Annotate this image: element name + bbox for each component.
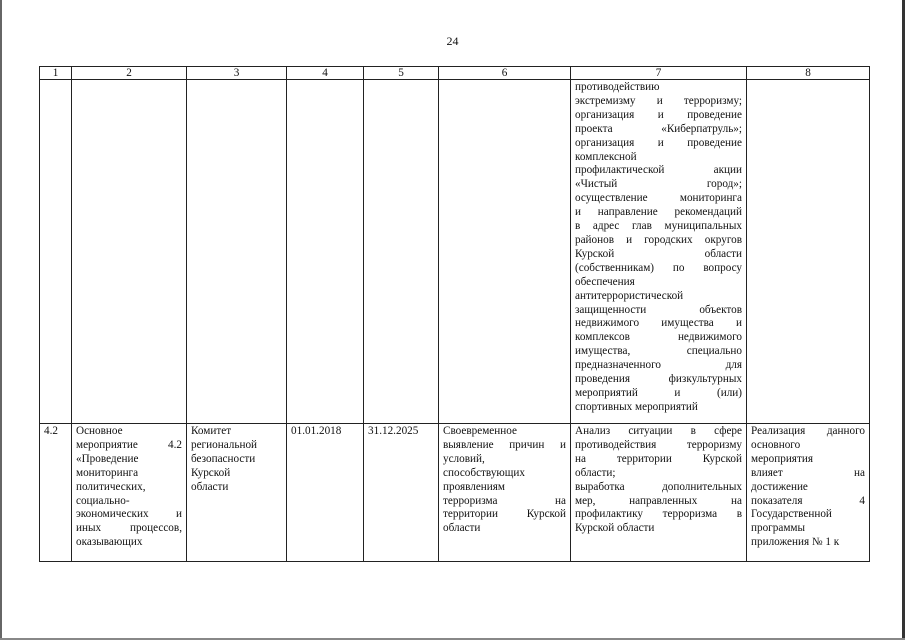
cell-line: «Чистый город»;: [575, 178, 742, 191]
cell-c8: [747, 80, 870, 424]
cell-line: комплексной: [575, 150, 637, 163]
header-col-2: 2: [72, 67, 187, 80]
cell-line: политических,: [76, 480, 146, 493]
cell-activity-name: [72, 424, 187, 562]
cell-line: организация и проведение: [575, 136, 742, 149]
cell-line: мер, направленных на: [575, 494, 742, 507]
cell-end-date: 31.12.2025: [364, 424, 439, 562]
cell-line: «Проведение: [76, 452, 139, 465]
cell-line: обеспечения: [575, 275, 635, 288]
cell-line: терроризма на: [443, 494, 566, 507]
cell-line: социально-: [76, 494, 130, 507]
header-col-6: 6: [439, 67, 571, 80]
cell-row-number: 4.2: [40, 424, 72, 562]
cell-line: Государственной: [751, 508, 832, 521]
cell-line: достижение: [751, 480, 808, 493]
cell-line: проекта «Киберпатруль»;: [575, 122, 742, 135]
cell-line: на территории Курской: [575, 452, 742, 465]
cell-line: недвижимого имущества и: [575, 317, 742, 330]
header-col-4: 4: [287, 67, 364, 80]
cell-line: Комитет: [191, 425, 232, 437]
header-col-3: 3: [187, 67, 287, 80]
cell-line: мероприятие 4.2: [76, 438, 182, 451]
cell-line: влияет на: [751, 466, 865, 479]
cell-line: показателя 4: [751, 494, 865, 507]
cell-line: спортивных мероприятий: [575, 400, 698, 413]
cell-line: защищенности объектов: [575, 303, 742, 316]
cell-line: приложения № 1 к: [751, 536, 840, 549]
cell-c1: [40, 80, 72, 424]
cell-line: области: [443, 522, 481, 535]
cell-line: основного: [751, 438, 801, 451]
program-table-wrapper: [39, 66, 869, 562]
cell-line: комплексов недвижимого: [575, 331, 742, 344]
cell-line: мониторинга: [76, 466, 139, 479]
cell-line: безопасности: [191, 452, 256, 465]
cell-c7-measures: [571, 80, 747, 424]
cell-line: (собственникам) по вопросу: [575, 261, 742, 274]
cell-line: области;: [575, 466, 616, 479]
cell-line: экономических и: [76, 508, 182, 521]
cell-line: Курской области: [575, 522, 655, 535]
page-number: 24: [446, 34, 459, 48]
cell-c4: [287, 80, 364, 424]
cell-line: имущества, специально: [575, 345, 742, 358]
cell-line: выявление причин и: [443, 438, 566, 451]
cell-measures: [571, 424, 747, 562]
cell-line: проявлениям: [443, 480, 505, 493]
cell-expected-result: [439, 424, 571, 562]
cell-line: программы: [751, 522, 805, 535]
cell-responsible: [187, 424, 287, 562]
cell-line: профилактику терроризма в: [575, 508, 742, 521]
cell-c6: [439, 80, 571, 424]
cell-line: мероприятия: [751, 452, 813, 465]
cell-c3: [187, 80, 287, 424]
table-row-4-2: [40, 424, 870, 562]
cell-line: выработка дополнительных: [575, 480, 742, 493]
cell-line: Своевременное: [443, 425, 517, 437]
cell-line: противодействию: [575, 81, 660, 93]
header-col-7: 7: [571, 67, 747, 80]
cell-line: условий,: [443, 452, 485, 465]
cell-line: Курской: [191, 466, 231, 479]
scan-edge-left: [0, 0, 2, 640]
cell-line: способствующих: [443, 466, 525, 479]
cell-line: предназначенного для: [575, 359, 742, 372]
cell-line: региональной: [191, 438, 258, 451]
header-col-5: 5: [364, 67, 439, 80]
cell-line: территории Курской: [443, 508, 566, 521]
header-col-1: 1: [40, 67, 72, 80]
cell-c5: [364, 80, 439, 424]
cell-line: экстремизму и терроризму;: [575, 94, 742, 107]
cell-line: в адрес глав муниципальных: [575, 220, 742, 233]
cell-line: оказывающих: [76, 536, 143, 549]
cell-line: осуществление мониторинга: [575, 192, 742, 205]
cell-line: Курской области: [575, 247, 742, 260]
cell-line: районов и городских округов: [575, 233, 742, 246]
cell-line: противодействия терроризму: [575, 438, 742, 451]
cell-line: профилактической акции: [575, 164, 742, 177]
cell-c2: [72, 80, 187, 424]
cell-line: Основное: [76, 425, 123, 437]
header-row: [40, 67, 870, 80]
table-row-continued: [40, 80, 870, 424]
cell-line: антитеррористической: [575, 289, 684, 302]
cell-line: области: [191, 480, 229, 493]
cell-indicator-link: [747, 424, 870, 562]
cell-line: организация и проведение: [575, 108, 742, 121]
cell-start-date: 01.01.2018: [287, 424, 364, 562]
cell-line: проведения физкультурных: [575, 373, 742, 386]
program-table: [39, 66, 870, 562]
cell-line: иных процессов,: [76, 522, 182, 535]
header-col-8: 8: [747, 67, 870, 80]
cell-line: Анализ ситуации в сфере: [575, 425, 742, 437]
cell-line: и направление рекомендаций: [575, 206, 742, 219]
cell-line: мероприятий и (или): [575, 386, 742, 399]
cell-line: Реализация данного: [751, 425, 865, 437]
